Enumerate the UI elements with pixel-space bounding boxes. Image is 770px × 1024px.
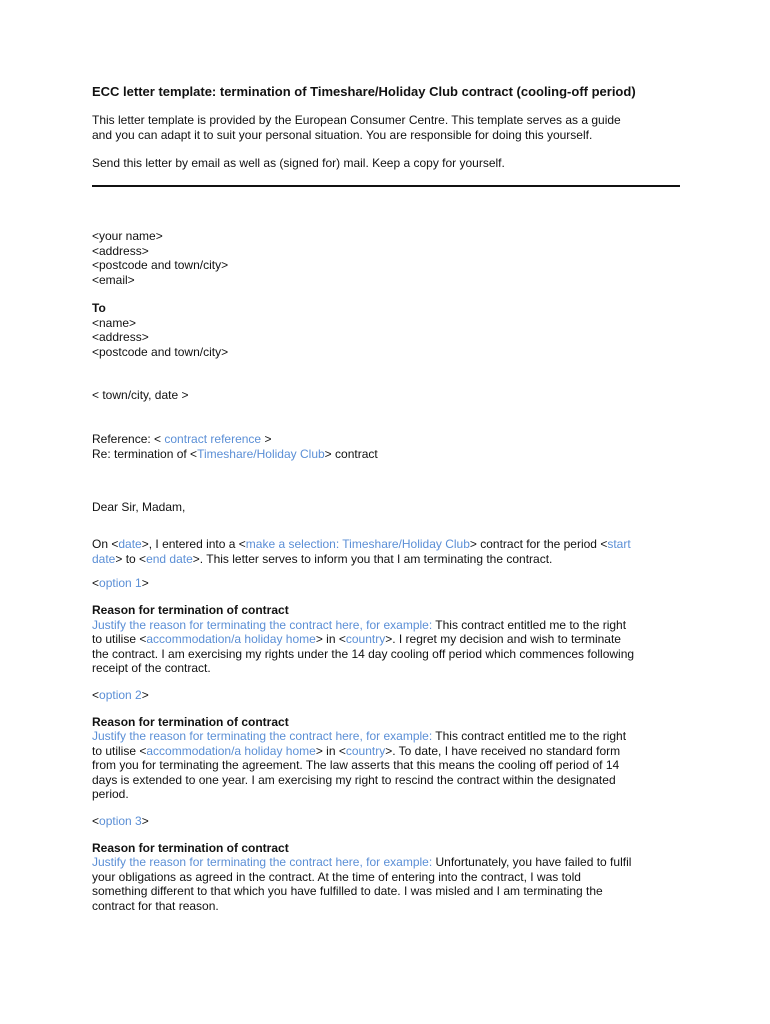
opening-text: > contract for the period <: [469, 537, 608, 551]
opening-line: [92, 537, 682, 552]
bracket: <: [92, 576, 100, 590]
option-placeholder: option 2: [99, 687, 142, 702]
reason-text: >. I regret my decision and wish to terminate: [385, 632, 621, 646]
justify-placeholder: Justify the reason for terminating the contract here, for example:: [92, 855, 433, 869]
bracket: >: [141, 813, 149, 828]
sender-email: <email>: [92, 272, 135, 287]
contract-type-placeholder: Timeshare/Holiday Club: [197, 447, 325, 461]
reason-text: to utilise <: [92, 743, 147, 758]
option-3-reason: [92, 841, 682, 914]
reason-text: > in <: [315, 743, 346, 758]
option-1-reason: [92, 603, 682, 676]
start-date-placeholder: start: [607, 537, 631, 551]
option-2-label: [92, 688, 682, 703]
send-note: Send this letter by email as well as (signed for) mail. Keep a copy for yourself.: [92, 156, 505, 170]
option-1-label: [92, 576, 682, 591]
reason-line: period.: [92, 787, 129, 801]
re-line: [92, 447, 682, 462]
recipient-postcode: <postcode and town/city>: [92, 344, 229, 359]
re-suffix: > contract: [324, 447, 378, 461]
date-placeholder: date: [118, 537, 142, 551]
intro-line: and you can adapt it to suit your personal situation. You are responsible for doing this yourself.: [92, 128, 593, 142]
start-date-placeholder: date: [92, 552, 116, 566]
reason-line: [92, 744, 682, 759]
intro-paragraph: [92, 113, 682, 143]
bracket: >: [141, 687, 149, 702]
reason-text: >. To date, I have received no standard form: [385, 743, 621, 758]
sender-name: <your name>: [92, 229, 163, 243]
bracket: <: [92, 813, 100, 828]
reason-heading: Reason for termination of contract: [92, 714, 289, 729]
reason-line: something different to that which you have fulfilled to date. I was misled and I am terminating the: [92, 884, 603, 898]
reason-line: the contract. I am exercising my rights under the 14 day cooling off period which commences following: [92, 646, 635, 661]
recipient-address: <address>: [92, 330, 149, 344]
reason-line: [92, 855, 682, 870]
intro-line: This letter template is provided by the European Consumer Centre. This template serves as a guide: [92, 113, 621, 127]
reason-line: from you for terminating the agreement. The law asserts that this means the cooling off period of 14: [92, 758, 620, 772]
accommodation-placeholder: accommodation/a holiday home: [146, 743, 316, 758]
country-placeholder: country: [345, 632, 386, 646]
end-date-placeholder: end date: [146, 552, 193, 566]
opening-line: [92, 552, 682, 567]
reference-line: [92, 432, 682, 447]
letter-page: [92, 84, 682, 913]
justify-placeholder: Justify the reason for terminating the contract here, for example:: [92, 617, 433, 632]
accommodation-placeholder: accommodation/a holiday home: [146, 632, 316, 646]
reference-suffix: >: [264, 432, 272, 446]
opening-text: >, I entered into a <: [141, 537, 246, 551]
reason-text: This contract entitled me to the right: [432, 729, 627, 743]
recipient-name: <name>: [92, 315, 137, 330]
reason-line: receipt of the contract.: [92, 661, 211, 675]
reference-block: [92, 432, 682, 462]
sender-block: [92, 229, 682, 287]
reason-line: your obligations as agreed in the contract. At the time of entering into the contract, I was told: [92, 869, 581, 884]
reason-line: [92, 632, 682, 647]
reason-heading: Reason for termination of contract: [92, 603, 289, 617]
country-placeholder: country: [345, 743, 386, 758]
reason-text: > in <: [315, 632, 346, 646]
option-3-label: [92, 814, 682, 829]
reason-text: to utilise <: [92, 632, 147, 646]
bracket: <: [92, 687, 100, 702]
reason-heading: Reason for termination of contract: [92, 840, 289, 855]
sender-postcode: <postcode and town/city>: [92, 258, 229, 272]
reason-line: contract for that reason.: [92, 898, 219, 913]
option-placeholder: option 1: [99, 576, 142, 590]
opening-text: > to <: [115, 552, 147, 566]
reason-text: Unfortunately, you have failed to fulfil: [432, 855, 632, 869]
to-label: To: [92, 301, 106, 315]
sender-address: <address>: [92, 243, 149, 258]
bracket: >: [141, 576, 149, 590]
opening-paragraph: [92, 537, 682, 567]
document-title: ECC letter template: termination of Timeshare/Holiday Club contract (cooling-off period): [92, 84, 636, 99]
reason-line: [92, 618, 682, 633]
selection-placeholder: make a selection: Timeshare/Holiday Club: [245, 537, 470, 551]
reason-line: [92, 729, 682, 744]
place-date: < town/city, date >: [92, 388, 189, 402]
option-placeholder: option 3: [99, 813, 142, 828]
divider: [92, 185, 680, 187]
reference-prefix: Reference: <: [92, 432, 162, 446]
reason-text: This contract entitled me to the right: [432, 617, 627, 632]
opening-text: On <: [92, 537, 119, 551]
justify-placeholder: Justify the reason for terminating the contract here, for example:: [92, 729, 433, 743]
re-prefix: Re: termination of <: [92, 447, 198, 461]
opening-text: >. This letter serves to inform you that I am terminating the contract.: [192, 552, 553, 566]
recipient-block: [92, 301, 682, 359]
contract-reference-placeholder: contract reference: [161, 432, 265, 446]
salutation: Dear Sir, Madam,: [92, 500, 186, 514]
reason-line: days is extended to one year. I am exercising my right to rescind the contract within the designated: [92, 772, 616, 787]
option-2-reason: [92, 715, 682, 802]
